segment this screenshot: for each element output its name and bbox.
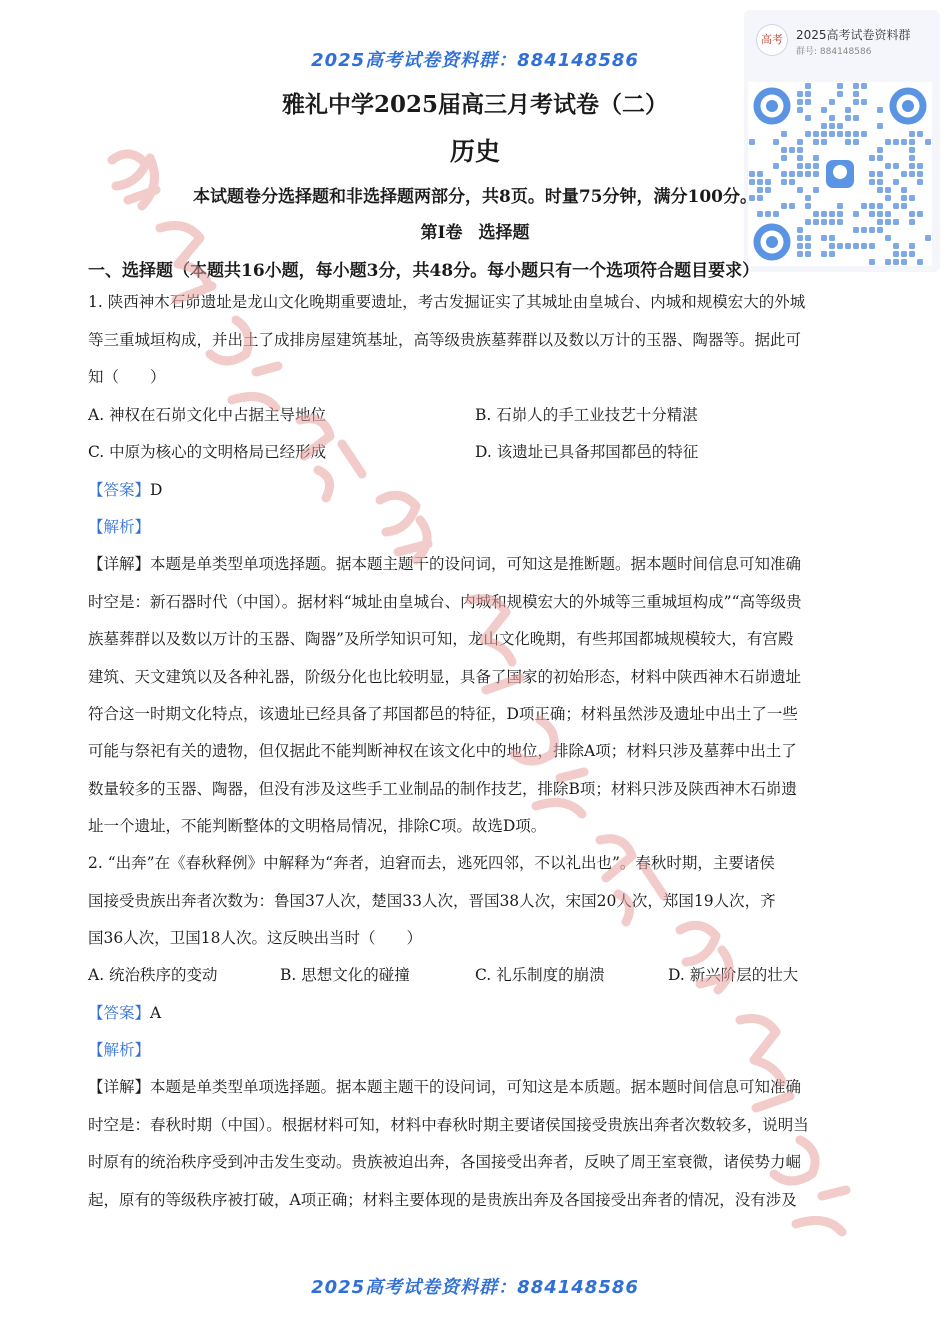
- q1-answer: [88, 480, 864, 500]
- q2-option-c: C. 礼乐制度的崩溃: [475, 966, 605, 984]
- answer-value: D: [150, 481, 163, 499]
- q1-detail-line: 可能与祭祀有关的遗物，但仅据此不能判断神权在该文化中的地位，排除A项；材料只涉及墓葬中出土了: [88, 742, 797, 760]
- bottom-banner: 2025高考试卷资料群：884148586: [311, 1277, 639, 1298]
- q2-option-a: A. 统治秩序的变动: [88, 966, 218, 984]
- answer-tag: 【答案】: [88, 1004, 151, 1022]
- qr-card-header: [752, 18, 932, 66]
- part-title-left: 第Ⅰ卷: [420, 223, 463, 243]
- detail-text: 本题是单类型单项选择题。据本题主题干的设问词，可知这是推断题。据本题时间信息可知准确: [150, 555, 802, 573]
- detail-text: 本题是单类型单项选择题。据本题主题干的设问词，可知这是本质题。据本题时间信息可知准确: [150, 1078, 802, 1096]
- answer-tag: 【答案】: [88, 481, 151, 499]
- q2-option-b: B. 思想文化的碰撞: [280, 966, 410, 984]
- q2-stem-line: 国36人次，卫国18人次。这反映出当时（ ）: [88, 929, 422, 947]
- q1-stem-line: 1. 陕西神木石峁遗址是龙山文化晚期重要遗址，考古发掘证实了其城址由皇城台、内城和规模宏大的外城: [88, 293, 806, 311]
- q2-analysis-tag: 【解析】: [88, 1041, 151, 1059]
- q1-option-c: C. 中原为核心的文明格局已经形成: [88, 443, 327, 461]
- top-banner: 2025高考试卷资料群：884148586: [311, 50, 639, 71]
- q1-stem-line: 等三重城垣构成，并出土了成排房屋建筑基址，高等级贵族墓葬群以及数以万计的玉器、陶器等。据此可: [88, 331, 802, 349]
- q1-detail-line: [88, 554, 864, 574]
- q1-analysis-tag: 【解析】: [88, 518, 151, 536]
- q2-stem-line: 国接受贵族出奔者次数为：鲁国37人次，楚国33人次，晋国38人次，宋国20人次，郑国19人次，齐: [88, 892, 776, 910]
- q1-stem-line: 知（ ）: [88, 368, 166, 386]
- part-title: [0, 218, 950, 243]
- q1-detail-line: 址一个遗址，不能判断整体的文明格局情况，排除C项。故选D项。: [88, 817, 547, 835]
- part-title-right: 选择题: [478, 223, 530, 243]
- q1-option-d: D. 该遗址已具备邦国都邑的特征: [475, 443, 699, 461]
- answer-value: A: [150, 1004, 162, 1022]
- q2-answer: [88, 1003, 864, 1023]
- group-logo-icon: 高考: [756, 24, 788, 56]
- q1-detail-line: 数量较多的玉器、陶器，但没有涉及这些手工业制品的制作技艺，排除B项；材料只涉及陕西神木石峁遗: [88, 780, 797, 798]
- q2-detail-line: 起，原有的等级秩序被打破，A项正确；材料主要体现的是贵族出奔及各国接受出奔者的情况，没有涉及: [88, 1191, 797, 1209]
- q1-option-b: B. 石峁人的手工业技艺十分精湛: [475, 406, 698, 424]
- q2-detail-line: 时原有的统治秩序受到冲击发生变动。贵族被迫出奔，各国接受出奔者，反映了周王室衰微，诸侯势力崛: [88, 1153, 802, 1171]
- q2-detail-line: [88, 1077, 864, 1097]
- q2-stem-line: 2. “出奔”在《春秋释例》中解释为“奔者，迫窘而去，逃死四邻，不以礼出也”。春秋时期，主要诸侯: [88, 854, 775, 872]
- group-number: 群号: 884148586: [796, 47, 872, 57]
- q1-detail-line: 族墓葬群以及数以万计的玉器、陶器”及所学知识可知，龙山文化晚期，有些邦国都城规模较大，有宫殿: [88, 630, 794, 648]
- q1-detail-line: 建筑、天文建筑以及各种礼器，阶级分化也比较明显，具备了国家的初始形态，材料中陕西神木石峁遗址: [88, 668, 802, 686]
- q1-detail-line: 时空是：新石器时代（中国）。据材料“城址由皇城台、内城和规模宏大的外城等三重城垣构成”“高等级贵: [88, 593, 802, 611]
- detail-tag: 【详解】: [88, 555, 151, 573]
- section-title: 一、选择题（本题共16小题，每小题3分，共48分。每小题只有一个选项符合题目要求）: [88, 261, 760, 281]
- q1-option-a: A. 神权在石峁文化中占据主导地位: [88, 406, 327, 424]
- detail-tag: 【详解】: [88, 1078, 151, 1096]
- subject-title: 历史: [449, 137, 500, 166]
- exam-instructions: 本试题卷分选择题和非选择题两部分，共8页。时量75分钟，满分100分。: [193, 187, 757, 207]
- q2-option-d: D. 新兴阶层的壮大: [668, 966, 799, 984]
- exam-title: 雅礼中学2025届高三月考试卷（二）: [281, 91, 668, 118]
- q2-detail-line: 时空是：春秋时期（中国）。根据材料可知，材料中春秋时期主要诸侯国接受贵族出奔者次数较多，说明当: [88, 1116, 809, 1134]
- q1-detail-line: 符合这一时期文化特点，该遗址已经具备了邦国都邑的特征，D项正确；材料虽然涉及遗址中出土了一些: [88, 705, 798, 723]
- group-name: 2025高考试卷资料群: [796, 28, 911, 42]
